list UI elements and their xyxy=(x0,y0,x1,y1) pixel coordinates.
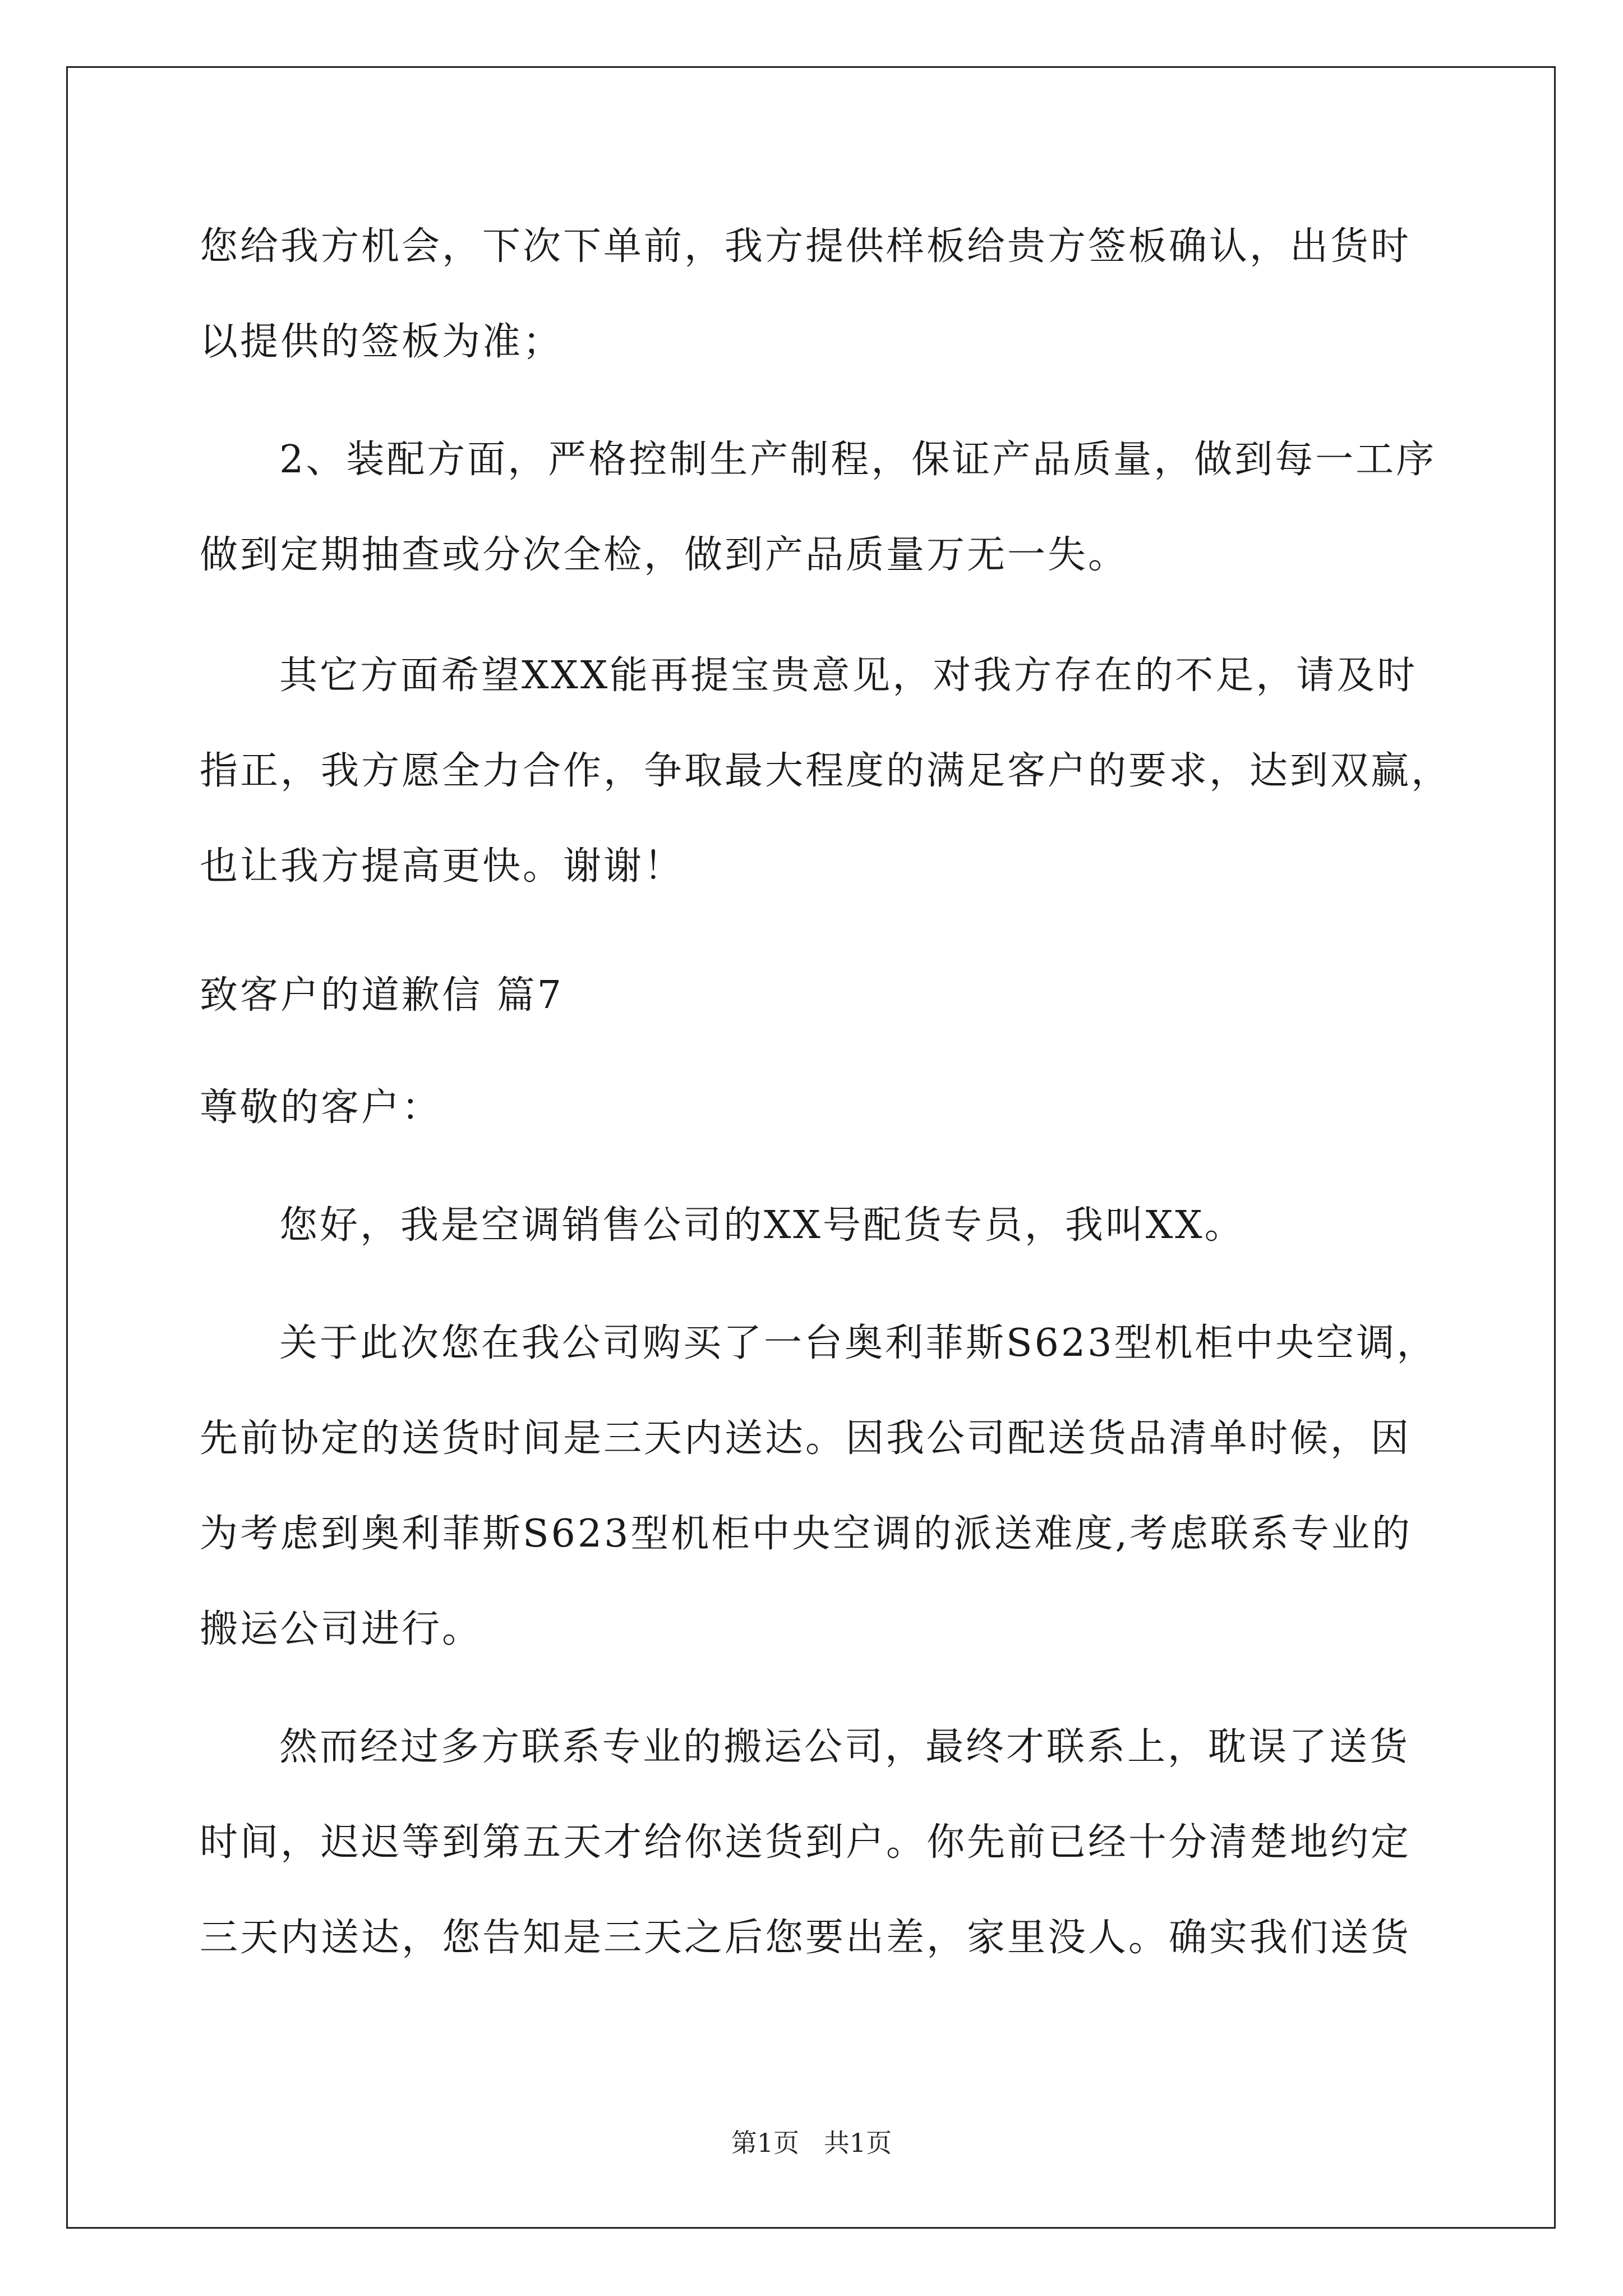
text-line-5: 其它方面希望XXX能再提宝贵意见，对我方存在的不足，请及时 xyxy=(279,654,1418,698)
text-line-6: 指正，我方愿全力合作，争取最大程度的满足客户的要求，达到双赢， xyxy=(200,749,1452,793)
text-line-15: 然而经过多方联系专业的搬运公司，最终才联系上，耽误了送货 xyxy=(279,1725,1410,1769)
text-line-17: 三天内送达，您告知是三天之后您要出差，家里没人。确实我们送货 xyxy=(200,1916,1412,1960)
text-line-7: 也让我方提高更快。谢谢！ xyxy=(200,844,685,889)
text-line-13: 为考虑到奥利菲斯S623型机柜中央空调的派送难度,考虑联系专业的 xyxy=(200,1512,1412,1556)
text-line-4: 做到定期抽查或分次全检，做到产品质量万无一失。 xyxy=(200,533,1129,577)
section-heading: 致客户的道歉信 篇7 xyxy=(200,973,564,1018)
text-line-12: 先前协定的送货时间是三天内送达。因我公司配送货品清单时候，因 xyxy=(200,1416,1412,1461)
text-line-14: 搬运公司进行。 xyxy=(200,1607,483,1651)
text-line-1: 您给我方机会，下次下单前，我方提供样板给贵方签板确认，出货时 xyxy=(200,224,1412,269)
text-line-3: 2、装配方面，严格控制生产制程，保证产品质量，做到每一工序 xyxy=(279,438,1437,482)
salutation: 尊敬的客户： xyxy=(200,1085,442,1130)
text-line-16: 时间，迟迟等到第五天才给你送货到户。你先前已经十分清楚地约定 xyxy=(200,1820,1412,1865)
page-border xyxy=(66,66,1556,2229)
text-line-2: 以提供的签板为准； xyxy=(200,320,564,364)
page-number-footer: 第1页 共1页 xyxy=(731,2128,892,2158)
text-line-10: 您好，我是空调销售公司的XX号配货专员，我叫XX。 xyxy=(279,1203,1245,1248)
text-line-11: 关于此次您在我公司购买了一台奥利菲斯S623型机柜中央空调， xyxy=(279,1321,1437,1365)
